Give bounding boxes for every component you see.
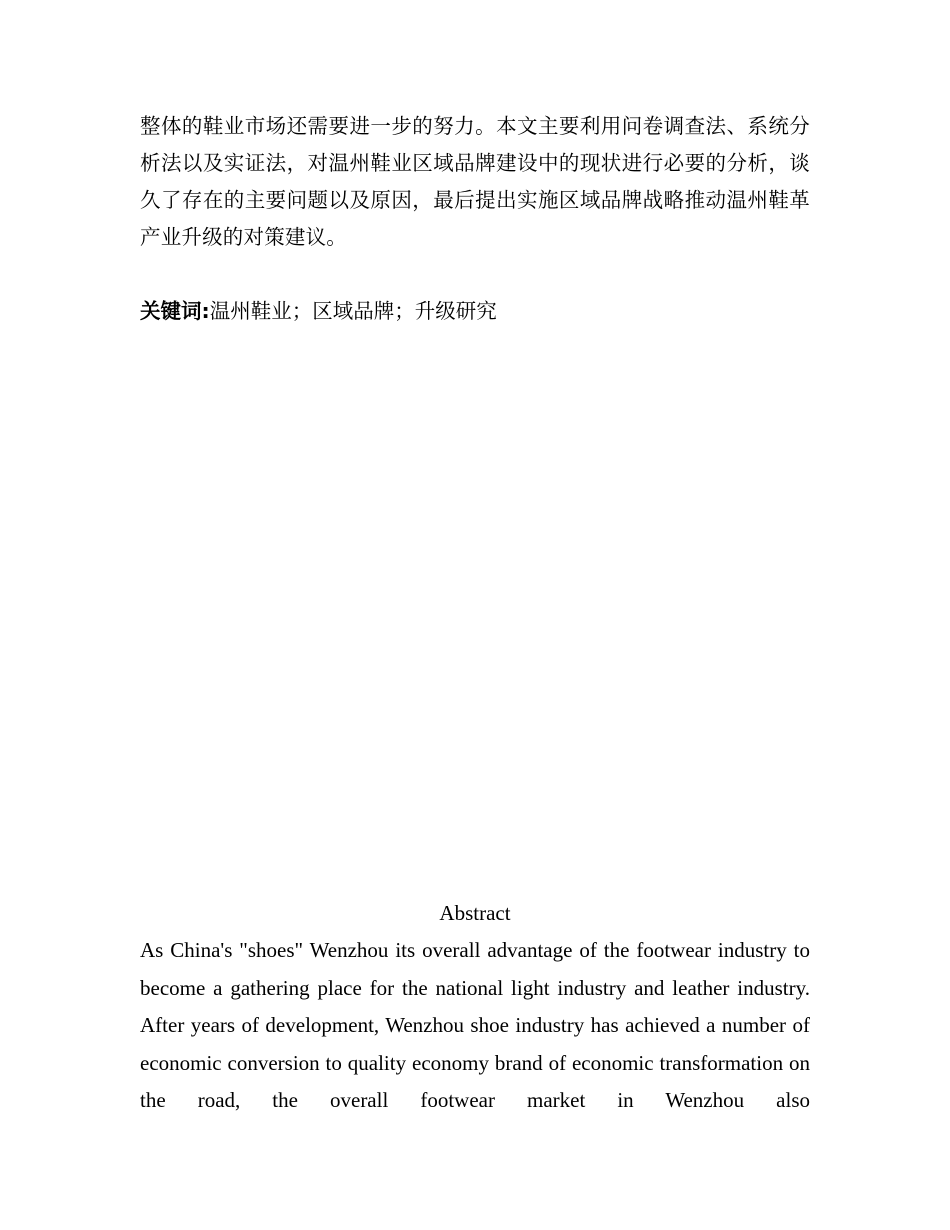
- keywords-line: [140, 293, 810, 330]
- english-abstract-paragraph: As China's "shoes" Wenzhou its overall advantage of the footwear industry to become a gathering place for the national light industry and leather industry. After years of development, Wenzhou shoe industry has achieved a number of economic conversion to quality economy brand of economic transformation on the road, the overall footwear market in Wenzhou also: [140, 938, 810, 1112]
- abstract-heading: Abstract: [439, 901, 511, 925]
- keywords-label: 关键词:: [140, 299, 210, 323]
- chinese-abstract-paragraph: 整体的鞋业市场还需要进一步的努力。本文主要利用问卷调查法、系统分析法以及实证法，对温州鞋业区域品牌建设中的现状进行必要的分析，谈久了存在的主要问题以及原因，最后提出实施区域品牌战略推动温州鞋革产业升级的对策建议。: [140, 114, 810, 249]
- keywords-value: 温州鞋业；区域品牌；升级研究: [209, 299, 497, 323]
